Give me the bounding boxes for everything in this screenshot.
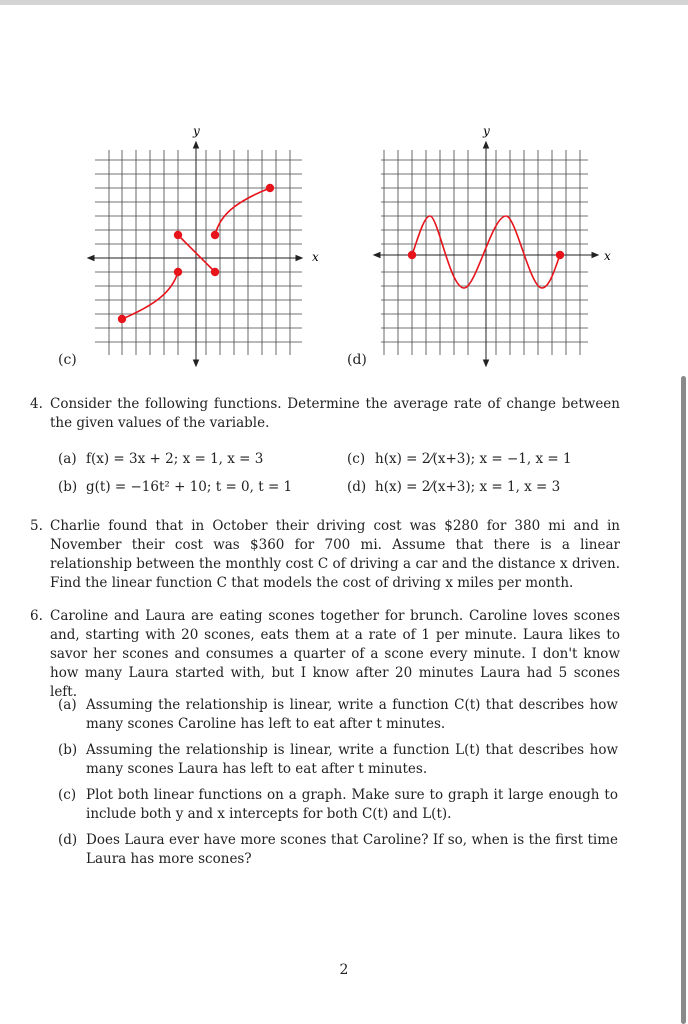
- part-letter: (a): [58, 451, 77, 467]
- part-letter: (c): [58, 787, 77, 803]
- problem-5: [30, 517, 620, 593]
- part-letter: (d): [347, 479, 367, 495]
- part-letter: (c): [347, 451, 366, 467]
- axes-c: [88, 142, 302, 366]
- y-axis-label-d: y: [483, 124, 490, 138]
- problem-6: [30, 607, 620, 702]
- y-axis-label-c: y: [193, 124, 200, 138]
- top-edge-bar: [0, 0, 688, 5]
- part-text: Does Laura ever have more scones that Caroline? If so, when is the first time Laura has more scones?: [86, 832, 618, 867]
- problem-4: [30, 395, 620, 433]
- x-axis-label-c: x: [312, 250, 319, 264]
- part-letter: (b): [58, 742, 78, 758]
- problem-text: Consider the following functions. Determine the average rate of change between the given values of the variable.: [50, 396, 620, 431]
- part-expression: f(x) = 3x + 2; x = 1, x = 3: [86, 451, 264, 467]
- part-expression: h(x) = 2⁄(x+3); x = −1, x = 1: [375, 451, 572, 467]
- problem-4c: [347, 450, 617, 469]
- part-text: Plot both linear functions on a graph. Make sure to graph it large enough to include both y and x intercepts for both C(t) and L(t).: [86, 787, 618, 822]
- part-expression: g(t) = −16t² + 10; t = 0, t = 1: [86, 479, 293, 495]
- problem-text: Caroline and Laura are eating scones together for brunch. Caroline loves scones and, starting with 20 scones, eats them at a rate of 1 per minute. Laura likes to savor her scones and consumes a quarter of a scone every minute. I don't know how many Laura started with, but I know after 20 minutes Laura had 5 scones left.: [50, 608, 620, 700]
- figure-label-c: (c): [58, 352, 77, 368]
- scrollbar[interactable]: [681, 376, 686, 1024]
- problem-6a: [58, 696, 618, 734]
- part-letter: (d): [58, 832, 78, 848]
- problem-text: Charlie found that in October their driving cost was $280 for 380 mi and in November their cost was $360 for 700 mi. Assume that there is a linear relationship between the monthly cost C of driving a car and the distance x driven. Find the linear function C that models the cost of driving x miles per month.: [50, 518, 620, 591]
- part-expression: h(x) = 2⁄(x+3); x = 1, x = 3: [375, 479, 561, 495]
- problem-4a: [58, 450, 338, 469]
- graph-c: [80, 120, 330, 370]
- problem-number: 5.: [30, 518, 43, 534]
- graph-d: [366, 120, 616, 370]
- problem-4b: [58, 478, 338, 497]
- page-number: 2: [339, 962, 349, 978]
- part-text: Assuming the relationship is linear, write a function L(t) that describes how many scones Laura has left to eat after t minutes.: [86, 742, 618, 777]
- problem-6b: [58, 741, 618, 779]
- part-letter: (a): [58, 697, 77, 713]
- problem-4d: [347, 478, 617, 497]
- problem-6c: [58, 786, 618, 824]
- grid-c: [95, 150, 302, 355]
- problem-6d: [58, 831, 618, 869]
- x-axis-label-d: x: [604, 249, 611, 263]
- problem-number: 6.: [30, 608, 43, 624]
- part-text: Assuming the relationship is linear, write a function C(t) that describes how many scones Caroline has left to eat after t minutes.: [86, 697, 618, 732]
- axes-d: [374, 142, 598, 366]
- figure-label-d: (d): [347, 352, 367, 368]
- part-letter: (b): [58, 479, 78, 495]
- problem-number: 4.: [30, 396, 43, 412]
